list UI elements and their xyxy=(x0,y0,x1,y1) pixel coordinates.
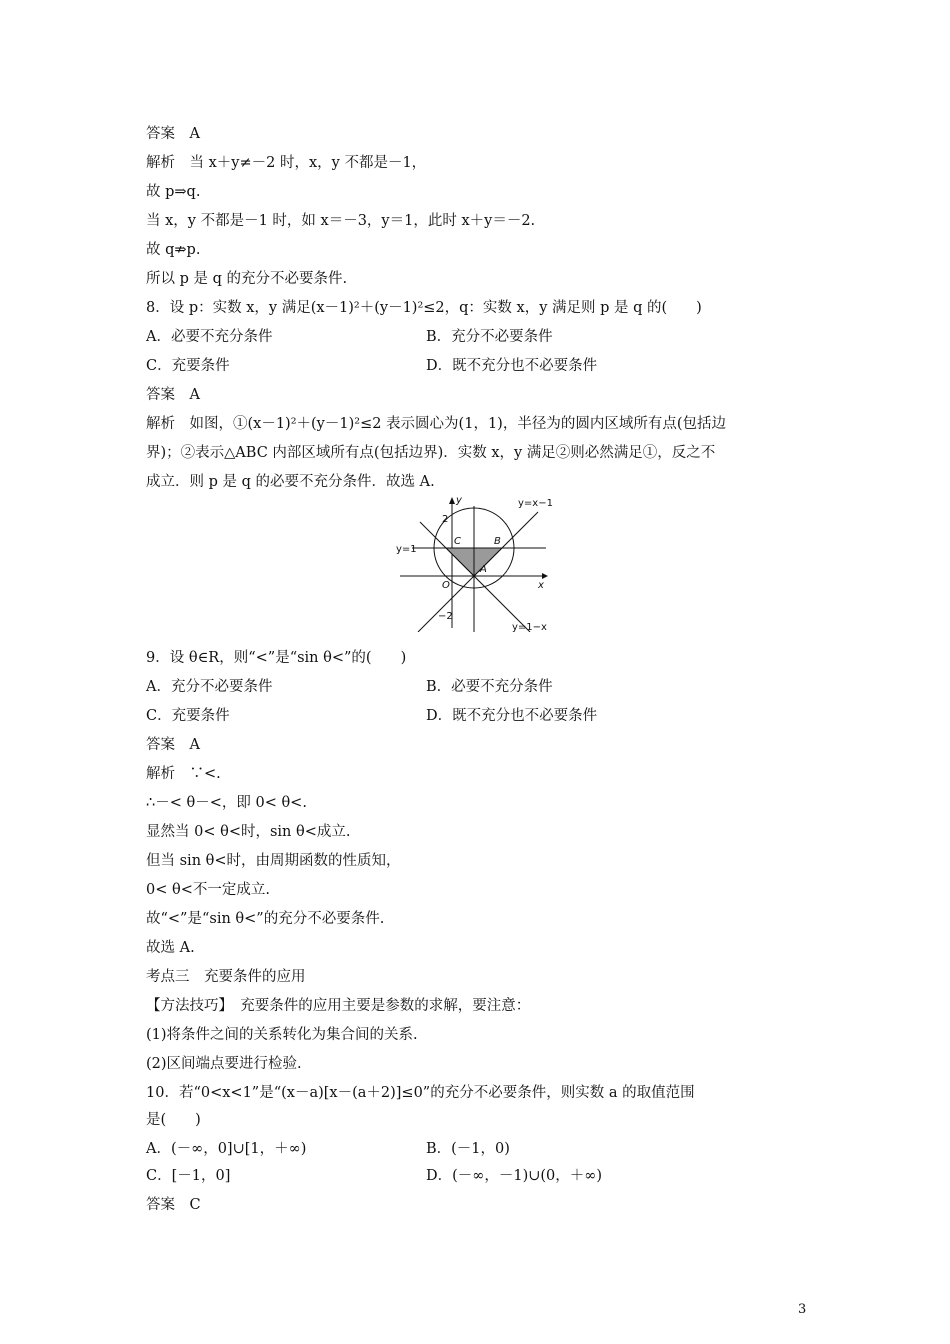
q8-option-d: D．既不充分也不必要条件 xyxy=(426,358,598,374)
analysis-9-line-3: 显然当 0< θ<时，sin θ<成立. xyxy=(146,824,351,840)
x-axis-label: x xyxy=(538,580,544,591)
tip-1: (1)将条件之间的关系转化为集合间的关系. xyxy=(146,1027,418,1043)
answer-10: 答案 C xyxy=(146,1197,201,1213)
analysis-8-line-2: 界)；②表示△ABC 内部区域所有点(包括边界)．实数 x，y 满足②则必然满足①，反之不 xyxy=(146,445,716,461)
label-y-x-1: y=x−1 xyxy=(518,498,553,509)
q9-option-a: A．充分不必要条件 xyxy=(146,679,273,695)
tip-2: (2)区间端点要进行检验. xyxy=(146,1056,302,1072)
point-a-label: A xyxy=(480,564,487,575)
analysis-9-line-7: 故选 A. xyxy=(146,940,195,956)
question-9: 9．设 θ∈R，则“<”是“sin θ<”的( ) xyxy=(146,650,407,666)
q10-option-d: D．(－∞，－1)∪(0，＋∞) xyxy=(426,1168,603,1184)
line-y-equals-1-minus-x xyxy=(420,522,530,632)
analysis-7-line-4: 故 q⇏p. xyxy=(146,242,201,258)
question-10-line-1: 10．若“0<x<1”是“(x－a)[x－(a＋2)]≤0”的充分不必要条件，则实数 a 的取值范围 xyxy=(146,1085,695,1101)
question-10-line-2: 是( ) xyxy=(146,1112,201,1128)
analysis-7-line-5: 所以 p 是 q 的充分不必要条件. xyxy=(146,271,348,287)
q10-option-c: C．[－1，0] xyxy=(146,1168,231,1184)
tick-label-2: 2 xyxy=(442,514,449,525)
q10-option-b: B．(－1，0) xyxy=(426,1141,510,1157)
line-y-equals-x-minus-1 xyxy=(418,512,538,632)
analysis-7-line-1: 解析 当 x＋y≠－2 时，x，y 不都是－1， xyxy=(146,155,427,171)
tick-label-neg2: −2 xyxy=(438,611,453,622)
q8-option-b: B．充分不必要条件 xyxy=(426,329,553,345)
section-heading: 考点三 充要条件的应用 xyxy=(146,969,306,985)
x-axis-arrow xyxy=(542,573,548,579)
answer-8: 答案 A xyxy=(146,387,200,403)
analysis-8-line-1: 解析 如图，①(x－1)²＋(y－1)²≤2 表示圆心为(1，1)，半径为的圆内区域所有点(包括边 xyxy=(146,416,726,432)
analysis-9-line-2: ∴－< θ－<，即 0< θ<. xyxy=(146,795,307,811)
q8-option-c: C．充要条件 xyxy=(146,358,230,374)
method-tips: 【方法技巧】 充要条件的应用主要是参数的求解，要注意： xyxy=(146,998,531,1014)
q9-option-c: C．充要条件 xyxy=(146,708,230,724)
analysis-9-line-5: 0< θ<不一定成立. xyxy=(146,882,270,898)
answer-7: 答案 A xyxy=(146,126,200,142)
q9-option-d: D．既不充分也不必要条件 xyxy=(426,708,598,724)
q10-option-a: A．(－∞，0]∪[1，＋∞) xyxy=(146,1141,307,1157)
analysis-7-line-3: 当 x，y 不都是－1 时，如 x＝－3，y＝1，此时 x＋y＝－2. xyxy=(146,213,536,229)
point-b-label: B xyxy=(494,536,501,547)
region-figure xyxy=(390,492,562,632)
question-8: 8．设 p：实数 x，y 满足(x－1)²＋(y－1)²≤2，q：实数 x，y 满足则 p 是 q 的( ) xyxy=(146,300,702,316)
page-number: 3 xyxy=(798,1302,807,1317)
answer-9: 答案 A xyxy=(146,737,200,753)
y-axis-arrow xyxy=(449,497,455,504)
analysis-9-line-4: 但当 sin θ<时，由周期函数的性质知， xyxy=(146,853,401,869)
label-y-1-x: y=1−x xyxy=(512,622,547,632)
origin-label: O xyxy=(442,580,450,591)
q8-option-a: A．必要不充分条件 xyxy=(146,329,273,345)
y-axis-label: y xyxy=(456,495,462,506)
analysis-7-line-2: 故 p⇒q. xyxy=(146,184,201,200)
analysis-9-line-6: 故“<”是“sin θ<”的充分不必要条件. xyxy=(146,911,385,927)
q9-option-b: B．必要不充分条件 xyxy=(426,679,553,695)
label-y1: y=1 xyxy=(396,544,417,555)
point-c-label: C xyxy=(454,536,461,547)
analysis-8-line-3: 成立．则 p 是 q 的必要不充分条件．故选 A. xyxy=(146,474,435,490)
analysis-9-line-1: 解析 ∵<. xyxy=(146,766,221,782)
